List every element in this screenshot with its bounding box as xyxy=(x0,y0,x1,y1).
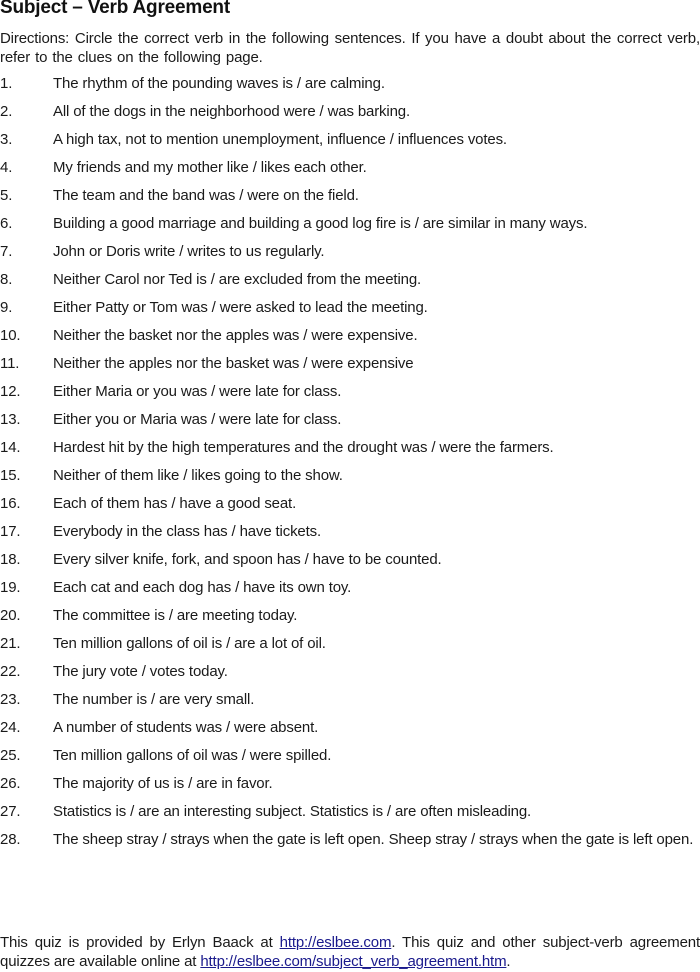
question-text: Neither the apples nor the basket was / were expensive xyxy=(53,355,414,372)
question-text: A number of students was / were absent. xyxy=(53,719,319,736)
question-item xyxy=(0,634,700,662)
question-item xyxy=(0,662,700,690)
question-item xyxy=(0,74,700,102)
question-text: A high tax, not to mention unemployment, influence / influences votes. xyxy=(53,131,507,148)
question-number: 20. xyxy=(0,607,21,624)
question-number: 21. xyxy=(0,635,21,652)
question-text: John or Doris write / writes to us regularly. xyxy=(53,243,325,260)
question-number: 17. xyxy=(0,523,21,540)
question-item xyxy=(0,102,700,130)
question-item xyxy=(0,466,700,494)
question-number: 5. xyxy=(0,187,13,204)
question-text: The committee is / are meeting today. xyxy=(53,607,298,624)
question-text: Statistics is / are an interesting subject. Statistics is / are often misleading. xyxy=(53,803,532,820)
question-text: Either Maria or you was / were late for class. xyxy=(53,383,342,400)
question-text: Neither of them like / likes going to the show. xyxy=(53,467,343,484)
question-text: Either you or Maria was / were late for class. xyxy=(53,411,342,428)
question-list xyxy=(0,74,700,868)
question-text: Neither the basket nor the apples was / were expensive. xyxy=(53,327,418,344)
question-item xyxy=(0,774,700,802)
question-number: 1. xyxy=(0,75,13,92)
question-item xyxy=(0,186,700,214)
question-item xyxy=(0,578,700,606)
question-item xyxy=(0,270,700,298)
question-number: 25. xyxy=(0,747,21,764)
question-item xyxy=(0,438,700,466)
question-item xyxy=(0,298,700,326)
question-number: 24. xyxy=(0,719,21,736)
question-text: The majority of us is / are in favor. xyxy=(53,775,273,792)
question-text: Neither Carol nor Ted is / are excluded from the meeting. xyxy=(53,271,422,288)
question-number: 10. xyxy=(0,327,21,344)
question-number: 26. xyxy=(0,775,21,792)
question-item xyxy=(0,830,700,868)
eslbee-home-link[interactable]: http://eslbee.com xyxy=(279,934,392,951)
question-number: 8. xyxy=(0,271,13,288)
question-item xyxy=(0,158,700,186)
question-text: Each of them has / have a good seat. xyxy=(53,495,297,512)
question-text: Each cat and each dog has / have its own toy. xyxy=(53,579,352,596)
question-number: 23. xyxy=(0,691,21,708)
question-number: 4. xyxy=(0,159,13,176)
question-text: All of the dogs in the neighborhood were / was barking. xyxy=(53,103,410,120)
question-text: The sheep stray / strays when the gate is left open. Sheep stray / strays when the gate is left open. xyxy=(53,831,694,848)
footer-text-after: . xyxy=(506,953,511,970)
question-text: Everybody in the class has / have tickets. xyxy=(53,523,321,540)
question-text: Ten million gallons of oil is / are a lot of oil. xyxy=(53,635,326,652)
question-item xyxy=(0,326,700,354)
question-text: The jury vote / votes today. xyxy=(53,663,228,680)
subject-verb-quiz-link[interactable]: http://eslbee.com/subject_verb_agreement.htm xyxy=(200,953,507,970)
footer-credits xyxy=(0,933,700,971)
question-number: 15. xyxy=(0,467,21,484)
directions-text: Directions: Circle the correct verb in the following sentences. If you have a doubt about the correct verb, refer to the clues on the following page. xyxy=(0,30,700,66)
question-item xyxy=(0,718,700,746)
question-number: 9. xyxy=(0,299,13,316)
page-title: Subject – Verb Agreement xyxy=(0,0,230,18)
question-item xyxy=(0,382,700,410)
question-item xyxy=(0,410,700,438)
question-text: Building a good marriage and building a good log fire is / are similar in many ways. xyxy=(53,215,588,232)
question-text: My friends and my mother like / likes each other. xyxy=(53,159,367,176)
question-number: 7. xyxy=(0,243,13,260)
question-item xyxy=(0,606,700,634)
question-item xyxy=(0,354,700,382)
question-text: The number is / are very small. xyxy=(53,691,255,708)
question-item xyxy=(0,690,700,718)
footer-text-before: This quiz is provided by Erlyn Baack at xyxy=(0,934,280,951)
question-item xyxy=(0,130,700,158)
question-number: 14. xyxy=(0,439,21,456)
question-text: Every silver knife, fork, and spoon has / have to be counted. xyxy=(53,551,442,568)
question-item xyxy=(0,494,700,522)
question-text: Either Patty or Tom was / were asked to lead the meeting. xyxy=(53,299,428,316)
question-item xyxy=(0,214,700,242)
question-item xyxy=(0,522,700,550)
question-item xyxy=(0,746,700,774)
question-number: 19. xyxy=(0,579,21,596)
question-text: Ten million gallons of oil was / were spilled. xyxy=(53,747,332,764)
question-item xyxy=(0,550,700,578)
question-number: 11. xyxy=(0,355,20,372)
question-number: 12. xyxy=(0,383,21,400)
question-number: 18. xyxy=(0,551,21,568)
question-number: 27. xyxy=(0,803,21,820)
question-item xyxy=(0,242,700,270)
question-number: 13. xyxy=(0,411,21,428)
question-text: Hardest hit by the high temperatures and the drought was / were the farmers. xyxy=(53,439,554,456)
question-item xyxy=(0,802,700,830)
question-text: The rhythm of the pounding waves is / are calming. xyxy=(53,75,385,92)
question-number: 16. xyxy=(0,495,21,512)
question-number: 28. xyxy=(0,831,21,848)
question-number: 2. xyxy=(0,103,13,120)
question-number: 22. xyxy=(0,663,21,680)
footer-text-middle: . This quiz and other subject-verb agreement quizzes are available online at xyxy=(0,934,700,970)
question-number: 3. xyxy=(0,131,13,148)
question-text: The team and the band was / were on the field. xyxy=(53,187,359,204)
question-number: 6. xyxy=(0,215,13,232)
